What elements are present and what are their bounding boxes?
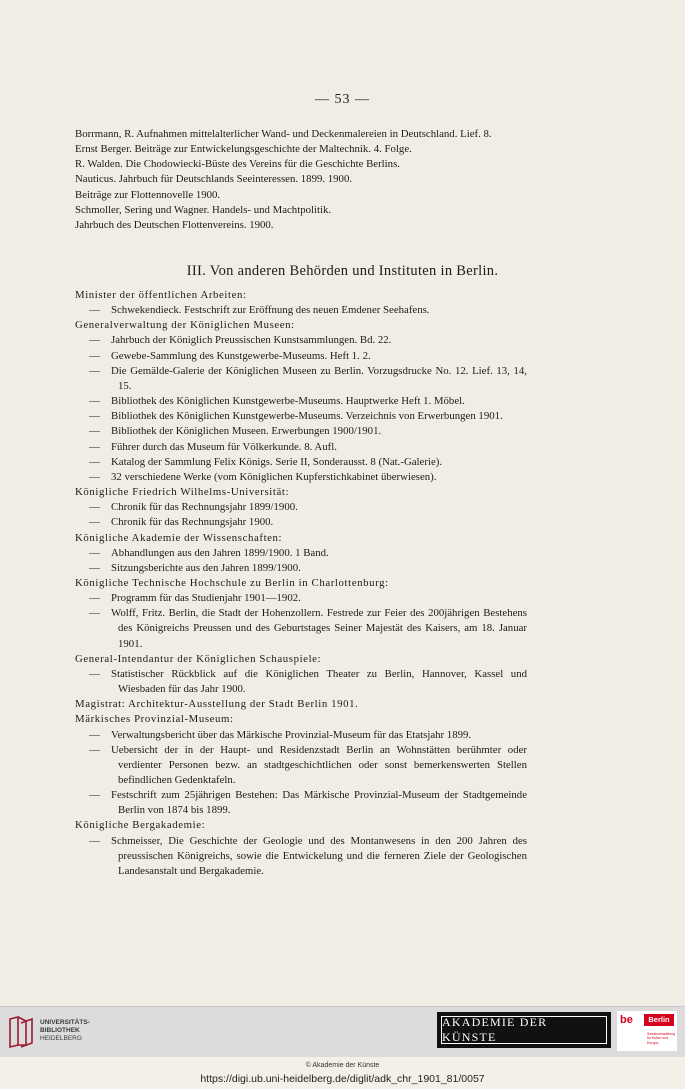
entry-text: Jahrbuch der Königlich Preussischen Kunstsammlungen. Bd. 22. bbox=[111, 334, 392, 347]
entry-dash: — bbox=[89, 501, 100, 514]
publication-entry bbox=[75, 728, 527, 743]
publication-entry bbox=[75, 394, 527, 409]
ub-line: BIBLIOTHEK bbox=[40, 1027, 80, 1034]
akademie-label: AKADEMIE DER KÜNSTE bbox=[441, 1016, 607, 1044]
publication-entry bbox=[75, 606, 527, 651]
berlin-box: Berlin bbox=[644, 1014, 674, 1026]
publication-entry bbox=[75, 500, 527, 515]
institution-heading: Minister der öffentlichen Arbeiten: bbox=[75, 289, 247, 301]
entry-dash: — bbox=[89, 667, 100, 680]
publication-entry bbox=[75, 303, 527, 318]
entry-dash: — bbox=[89, 349, 100, 362]
entry-text: Bibliothek der Königlichen Museen. Erwerbungen 1900/1901. bbox=[111, 425, 382, 438]
institution-heading: Königliche Technische Hochschule zu Berlin in Charlottenburg: bbox=[75, 576, 389, 589]
entry-text: Schwekendieck. Festschrift zur Eröffnung des neuen Emdener Seehafens. bbox=[111, 304, 430, 317]
entry-dash: — bbox=[89, 607, 100, 620]
publication-entry bbox=[75, 364, 527, 394]
university-library-logo-icon[interactable] bbox=[8, 1015, 36, 1049]
entry-dash: — bbox=[89, 561, 100, 574]
publication-entry bbox=[75, 788, 527, 818]
entry-text: Uebersicht der in der Haupt- und Residenzstadt Berlin an Wohnstätten berühmter oder verdienter Personen bezw. an stadtgeschichtlichen oder sonst bemerkenswerten Stellen befindlichen Gedenktafeln. bbox=[111, 743, 527, 786]
publication-entry bbox=[75, 349, 527, 364]
entry-dash: — bbox=[89, 425, 100, 438]
entry-text: Bibliothek des Königlichen Kunstgewerbe-Museums. Hauptwerke Heft 1. Möbel. bbox=[111, 395, 465, 408]
institution-heading: Magistrat: Architektur-Ausstellung der Stadt Berlin 1901. bbox=[75, 698, 359, 711]
ub-line: UNIVERSITÄTS- bbox=[40, 1019, 90, 1026]
entry-dash: — bbox=[89, 470, 100, 483]
entry-text: Chronik für das Rechnungsjahr 1899/1900. bbox=[111, 501, 298, 514]
reference-entry: R. Walden. Die Chodowiecki-Büste des Vereins für die Geschichte Berlins. bbox=[75, 158, 400, 171]
institution-heading: Generalverwaltung der Königlichen Museen: bbox=[75, 319, 295, 332]
ub-line: HEIDELBERG bbox=[40, 1035, 82, 1042]
entry-text: Wolff, Fritz. Berlin, die Stadt der Hohenzollern. Festrede zur Feier des 200jährigen Bestehens des Königreichs Preussen und des Geburtstages Seiner Majestät des Kaisers, am 18. Januar 1901. bbox=[111, 607, 527, 650]
entry-dash: — bbox=[89, 516, 100, 529]
entry-text: Die Gemälde-Galerie der Königlichen Museen zu Berlin. Vorzugsdrucke No. 12. Lief. 13, 14, 15. bbox=[111, 364, 527, 392]
section-title: III. Von anderen Behörden und Instituten in Berlin. bbox=[186, 263, 499, 279]
entry-text: Verwaltungsbericht über das Märkische Provinzial-Museum für das Etatsjahr 1899. bbox=[111, 728, 472, 741]
publication-entry bbox=[75, 561, 527, 576]
institution-heading: General-Intendantur der Königlichen Schauspiele: bbox=[75, 652, 322, 665]
entry-text: Gewebe-Sammlung des Kunstgewerbe-Museums. Heft 1. 2. bbox=[111, 349, 371, 362]
entry-text: Sitzungsberichte aus den Jahren 1899/1900. bbox=[111, 561, 301, 574]
entry-text: Schmeisser, Die Geschichte der Geologie und des Montanwesens in den 200 Jahren des preussischen Königreichs, sowie die Entwickelung und die ferneren Ziele der Geologischen Landesanstalt und Bergakademie. bbox=[111, 834, 527, 877]
entry-dash: — bbox=[89, 395, 100, 408]
entry-dash: — bbox=[89, 592, 100, 605]
publication-entry bbox=[75, 667, 527, 697]
entry-dash: — bbox=[89, 364, 100, 377]
entry-text: Bibliothek des Königlichen Kunstgewerbe-Museums. Verzeichnis von Erwerbungen 1901. bbox=[111, 410, 503, 423]
publication-entry bbox=[75, 424, 527, 439]
entry-text: Führer durch das Museum für Völkerkunde. 8. Aufl. bbox=[111, 440, 337, 453]
entry-text: Chronik für das Rechnungsjahr 1900. bbox=[111, 516, 274, 529]
entry-dash: — bbox=[89, 410, 100, 423]
entry-text: Abhandlungen aus den Jahren 1899/1900. 1 Band. bbox=[111, 546, 329, 559]
permalink-url[interactable]: https://digi.ub.uni-heidelberg.de/diglit/adk_chr_1901_81/0057 bbox=[200, 1073, 485, 1085]
reference-list bbox=[75, 127, 527, 233]
publication-entry bbox=[75, 515, 527, 530]
institution-heading: Königliche Akademie der Wissenschaften: bbox=[75, 531, 283, 544]
entry-dash: — bbox=[89, 334, 100, 347]
entry-text: Festschrift zum 25jährigen Bestehen: Das Märkische Provinzial-Museum der Stadtgemeinde Berlin von 1874 bis 1899. bbox=[111, 789, 527, 817]
reference-entry: Jahrbuch des Deutschen Flottenvereins. 1900. bbox=[75, 218, 274, 231]
entry-dash: — bbox=[89, 789, 100, 802]
reference-entry: Nauticus. Jahrbuch für Deutschlands Seeinteressen. 1899. 1900. bbox=[75, 173, 353, 186]
publication-entry bbox=[75, 470, 527, 485]
reference-entry: Beiträge zur Flottennovelle 1900. bbox=[75, 188, 221, 201]
berlin-subtitle: Senatsverwaltung für Kultur und Europa bbox=[647, 1032, 675, 1045]
publication-entry bbox=[75, 743, 527, 788]
berlin-mark: be bbox=[620, 1014, 633, 1026]
entry-dash: — bbox=[89, 304, 100, 317]
publication-entry bbox=[75, 546, 527, 561]
publication-entry bbox=[75, 591, 527, 606]
akademie-der-kuenste-logo[interactable] bbox=[437, 1012, 611, 1048]
institution-list bbox=[75, 288, 527, 879]
page-number-header: — 53 — bbox=[315, 92, 370, 107]
entry-dash: — bbox=[89, 743, 100, 756]
institution-heading: Königliche Bergakademie: bbox=[75, 819, 206, 832]
publication-entry bbox=[75, 440, 527, 455]
institution-heading: Königliche Friedrich Wilhelms-Universität: bbox=[75, 486, 290, 499]
publication-entry bbox=[75, 409, 527, 424]
entry-text: 32 verschiedene Werke (vom Königlichen Kupferstichkabinet überwiesen). bbox=[111, 470, 437, 483]
entry-text: Programm für das Studienjahr 1901—1902. bbox=[111, 592, 301, 605]
entry-dash: — bbox=[89, 546, 100, 559]
publication-entry bbox=[75, 455, 527, 470]
entry-dash: — bbox=[89, 440, 100, 453]
reference-entry: Schmoller, Sering und Wagner. Handels- und Machtpolitik. bbox=[75, 203, 332, 216]
copyright-notice: © Akademie der Künste bbox=[305, 1062, 380, 1069]
entry-dash: — bbox=[89, 728, 100, 741]
entry-text: Katalog der Sammlung Felix Königs. Serie II, Sonderausst. 8 (Nat.-Galerie). bbox=[111, 455, 443, 468]
publication-entry bbox=[75, 333, 527, 348]
entry-dash: — bbox=[89, 455, 100, 468]
institution-heading: Märkisches Provinzial-Museum: bbox=[75, 713, 234, 726]
university-library-name[interactable] bbox=[40, 1019, 90, 1043]
reference-entry: Borrmann, R. Aufnahmen mittelalterlicher Wand- und Deckenmalereien in Deutschland. Lief. 8. bbox=[75, 128, 492, 140]
entry-dash: — bbox=[89, 834, 100, 847]
publication-entry bbox=[75, 834, 527, 879]
berlin-senate-logo[interactable] bbox=[617, 1011, 677, 1051]
reference-entry: Ernst Berger. Beiträge zur Entwickelungsgeschichte der Maltechnik. 4. Folge. bbox=[75, 143, 412, 156]
entry-text: Statistischer Rückblick auf die Königlichen Theater zu Berlin, Hannover, Kassel und Wiesbaden für das Jahr 1900. bbox=[111, 667, 527, 696]
